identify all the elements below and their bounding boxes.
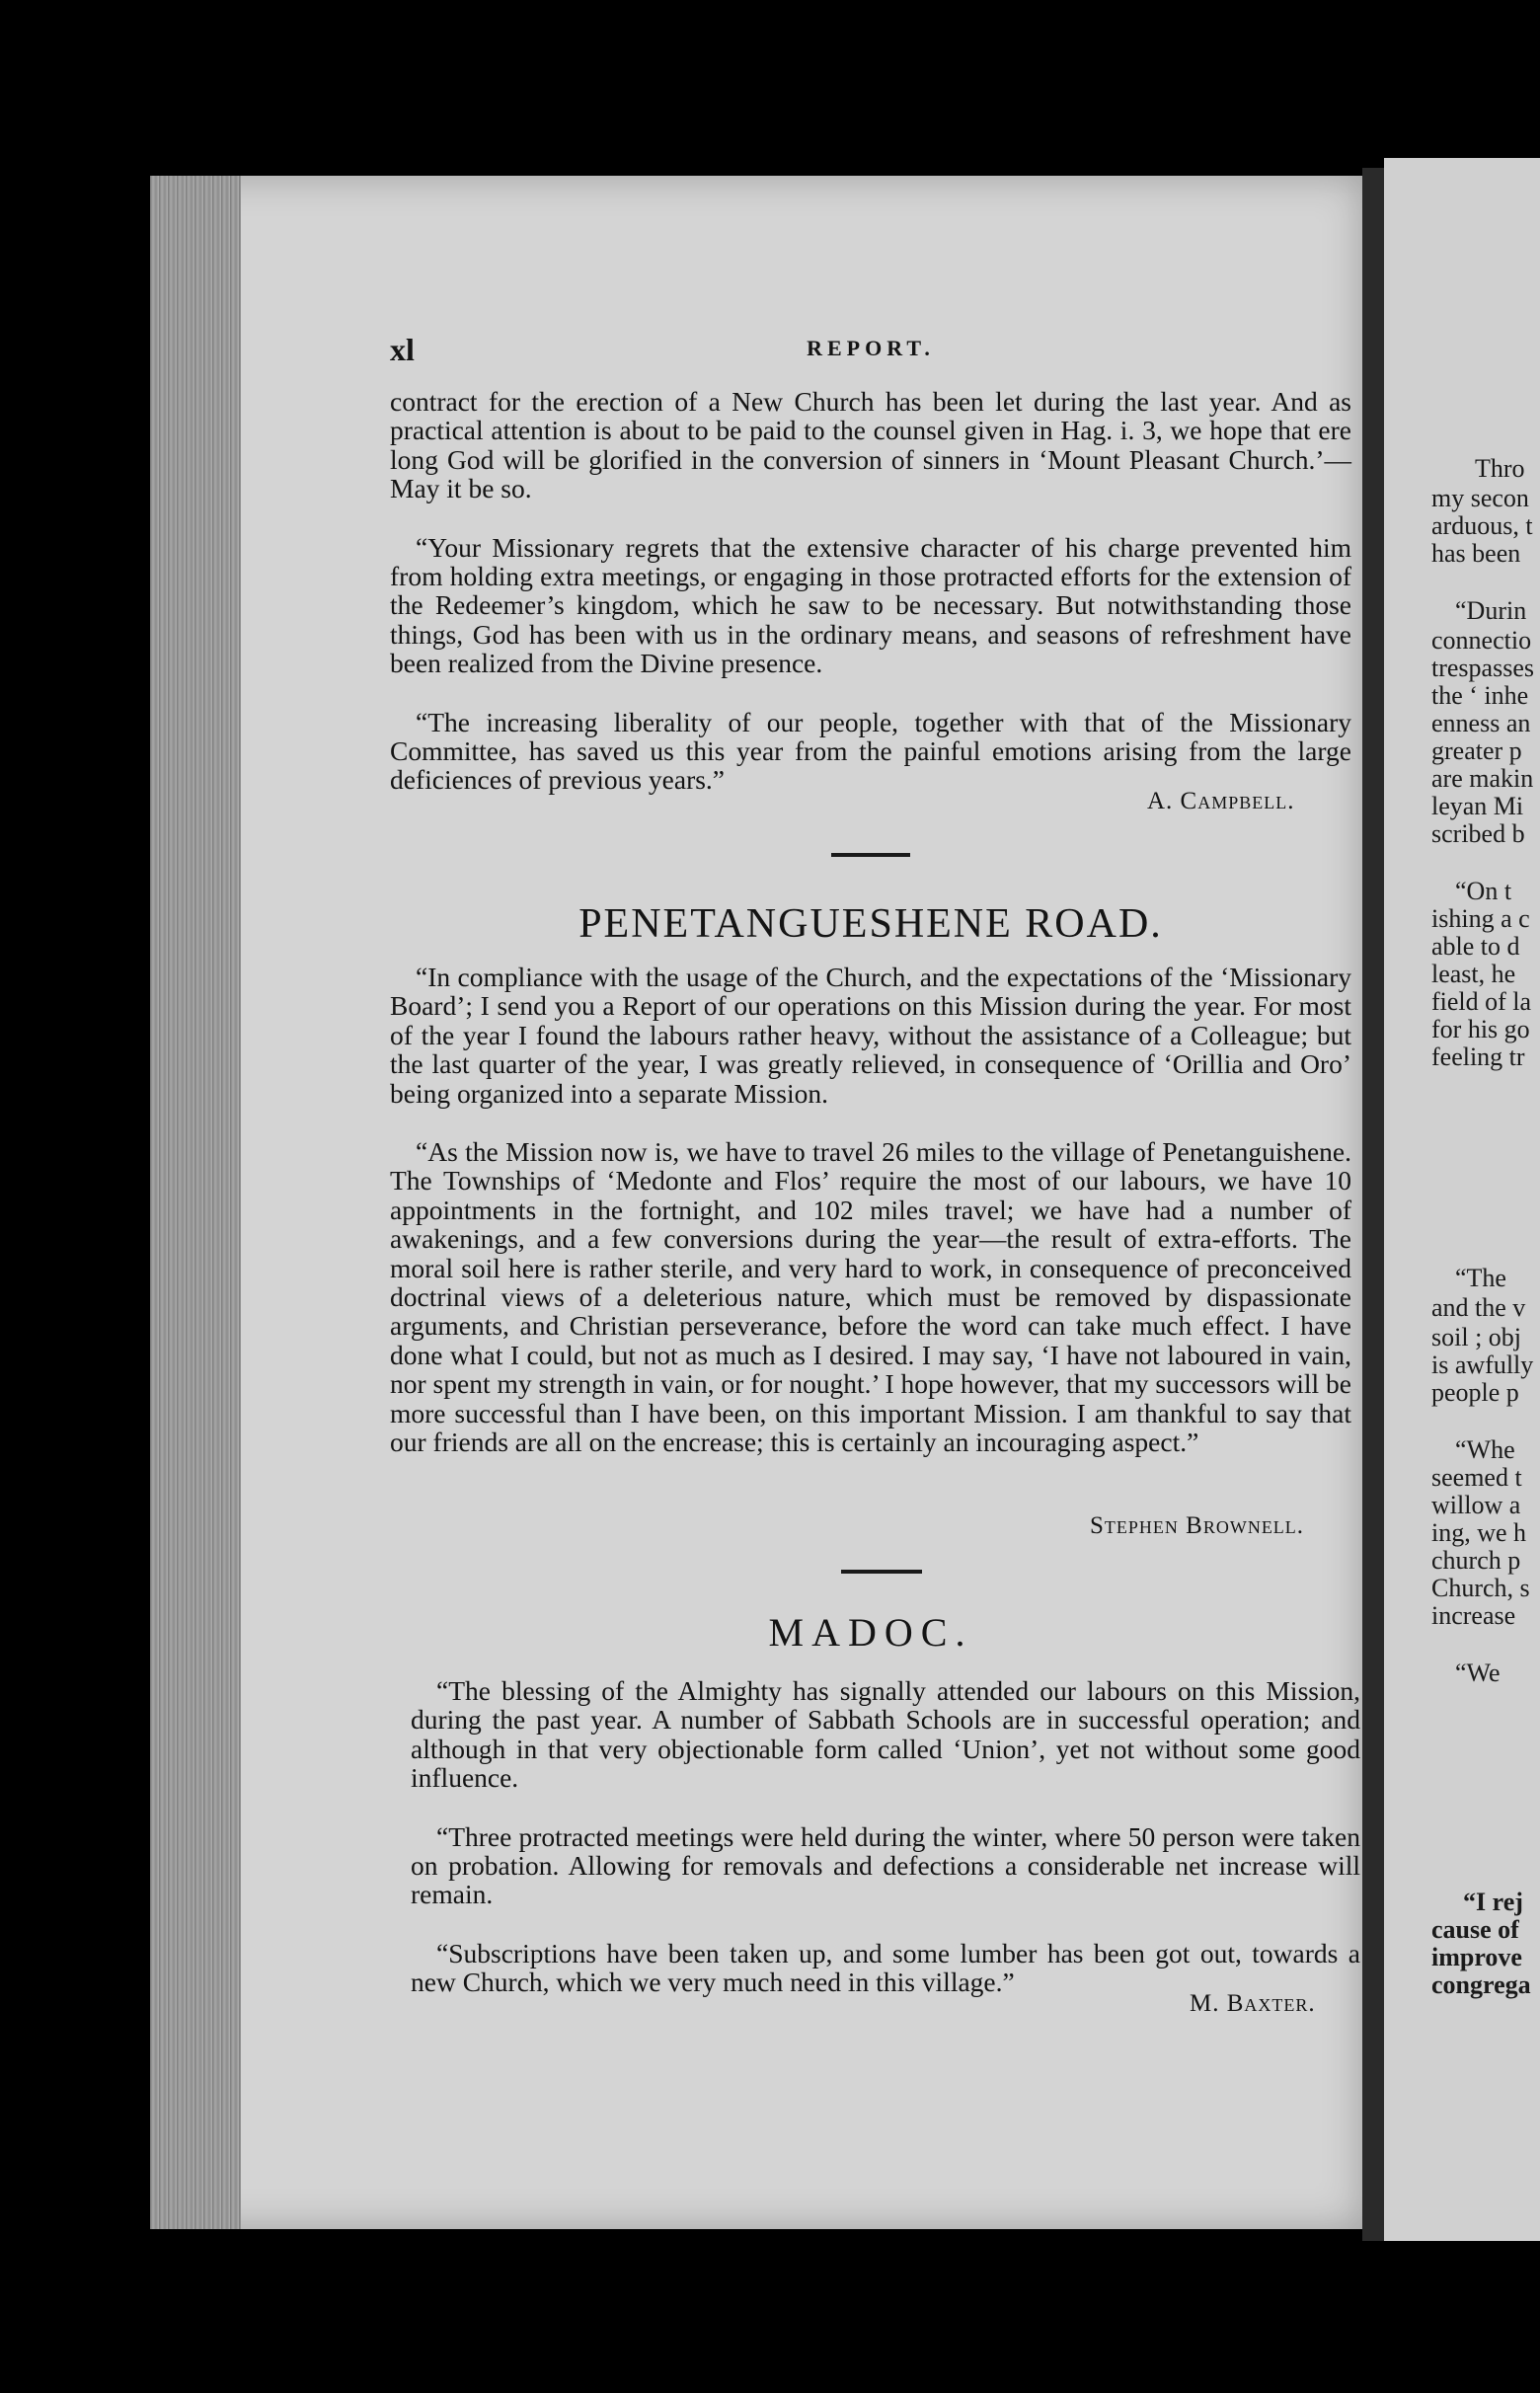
right-line: church p — [1431, 1546, 1521, 1575]
paragraph: “In compliance with the usage of the Church, and the expectations of the ‘Missionary Board’; I send you a Report of our operations on this Mission during the year. For most of the year I found the labours rather heavy, without the assistance of a Colleague; but the last quarter of the year, I was greatly relieved, in consequence of ‘Orillia and Oro’ being organized into a separate Mission. — [390, 962, 1351, 1109]
signature-campbell: A. Campbell. — [1147, 788, 1295, 814]
right-line: scribed b — [1431, 819, 1525, 848]
paragraph: “The increasing liberality of our people, together with that of the Missionary Committee, has saved us this year from the painful emotions arising from the large deficiences of previous years.” — [390, 706, 1351, 796]
right-line: “Whe — [1455, 1435, 1515, 1464]
signature-brownell: Stephen Brownell. — [1090, 1512, 1305, 1539]
right-line: leyan Mi — [1431, 792, 1524, 820]
paragraph: contract for the erection of a New Church has been let during the last year. And as practical attention is about to be paid to the counsel given in Hag. i. 3, we hope that ere long God will be glorified in the conversion of sinners in ‘Mount Pleasant Church.’—May it be so. — [390, 386, 1351, 504]
paragraph: “The blessing of the Almighty has signally attended our labours on this Mission, during the past year. A number of Sabbath Schools are in successful operation; and although in that very objectionable form called ‘Union’, yet not without some good influence. — [411, 1675, 1360, 1794]
right-line: ishing a c — [1431, 904, 1530, 933]
right-line: “We — [1455, 1659, 1501, 1687]
right-line: arduous, t — [1431, 511, 1533, 540]
right-line: and the v — [1431, 1293, 1526, 1322]
paragraph: “Your Missionary regrets that the extensive character of his charge prevented him from holding extra meetings, or engaging in those protracted efforts for the extension of the Redeemer’s kingdom, which he saw to be necessary. But notwithstanding those things, God has been with us in the ordinary means, and seasons of refreshment have been realized from the Divine presence. — [390, 531, 1351, 679]
right-line: ing, we h — [1431, 1518, 1527, 1547]
right-line: soil ; obj — [1431, 1323, 1522, 1351]
right-line: “I rej — [1463, 1888, 1523, 1916]
section-title-penetang: PENETANGUESHENE ROAD. — [578, 901, 1163, 947]
right-line: connectio — [1431, 626, 1532, 655]
right-line: “On t — [1455, 877, 1512, 905]
right-line: increase — [1431, 1601, 1516, 1630]
right-line: “The — [1455, 1264, 1506, 1292]
signature-baxter: M. Baxter. — [1190, 1990, 1316, 2017]
right-line: congrega — [1431, 1970, 1531, 1999]
section-title-madoc: MADOC. — [768, 1610, 973, 1655]
right-line: able to d — [1431, 932, 1520, 961]
right-line: the ‘ inhe — [1431, 681, 1529, 710]
section-divider — [841, 1570, 922, 1574]
right-line: trespasses — [1431, 654, 1534, 682]
right-page — [1384, 158, 1540, 2241]
right-line: Church, s — [1431, 1574, 1530, 1602]
right-line: seemed t — [1431, 1463, 1522, 1492]
right-line: feeling tr — [1431, 1042, 1525, 1071]
paragraph: “Subscriptions have been taken up, and some lumber has been got out, towards a new Church, which we very much need in this village.” — [411, 1937, 1360, 1998]
right-line: greater p — [1431, 736, 1522, 765]
right-line: “Durin — [1455, 596, 1527, 625]
book-gutter — [1362, 168, 1384, 2241]
right-line: has been — [1431, 539, 1521, 568]
penetang-text — [390, 963, 1351, 1487]
right-line: people p — [1431, 1378, 1519, 1407]
right-line: Thro — [1475, 454, 1525, 483]
running-header — [390, 332, 1351, 367]
right-line: is awfully — [1431, 1351, 1534, 1379]
right-line: cause of — [1431, 1915, 1519, 1944]
right-line: my secon — [1431, 484, 1529, 512]
paragraph: “Three protracted meetings were held during the winter, where 50 person were taken on probation. Allowing for removals and defections a considerable net increase will remain. — [411, 1820, 1360, 1910]
page-number: xl — [390, 332, 415, 367]
continuation-text — [390, 387, 1351, 824]
running-title: REPORT. — [807, 336, 935, 360]
right-line: for his go — [1431, 1015, 1530, 1043]
right-line: least, he — [1431, 960, 1516, 988]
right-line: willow a — [1431, 1491, 1521, 1519]
right-line: field of la — [1431, 987, 1532, 1016]
paragraph: “As the Mission now is, we have to travel 26 miles to the village of Penetanguishene. The Townships of ‘Medonte and Flos’ require the most of our labours, we have 10 appointments in the fortnight, and 102 miles travel; we have had a number of awakenings, and a few conversions during the year—the result of extra-efforts. The moral soil here is rather sterile, and very hard to work, in consequence of preconceived doctrinal views of a deleterious nature, which must be removed by dispassionate arguments, and Christian perseverance, before the word can take much effect. I have done what I could, but not as much as I desired. I may say, ‘I have not laboured in vain, nor spent my strength in vain, or for nought.’ I hope however, that my successors will be more successful than I have been, on this important Mission. I am thankful to say that our friends are all on the encrease; this is certainly an incouraging aspect.” — [390, 1136, 1351, 1458]
right-line: enness an — [1431, 709, 1531, 737]
section-divider — [831, 853, 910, 857]
right-line: are makin — [1431, 764, 1534, 793]
madoc-text — [411, 1676, 1360, 2027]
right-line: improve — [1431, 1943, 1522, 1971]
page-edges — [150, 176, 241, 2229]
